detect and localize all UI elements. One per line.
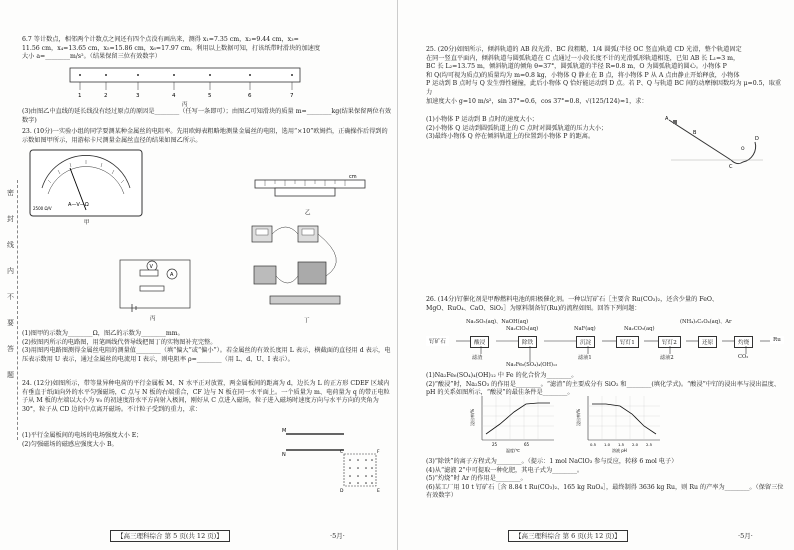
text-line: 加速度大小 g=10 m/s²，sin 37°=0.6，cos 37°=0.8，√(125/124)≈1，求： [426, 97, 648, 105]
q24-heading: 24. (12分)如图所示，带等量异种电荷的平行金属板 M、N 水平正对放置，两金属板间的距离为 d，边长为 L 的正方形 CDEF 区域内有垂直于纸面向外的水平匀强磁场，C 点与 N 板的右端重合，CF 边与 N 板在同一水平面上。一个质量为 m、电荷量为 q 的带正电粒子从 M 板的左端以大小为 v₀ 的初速度沿水平方向射入极间，刚好从 C 点进入磁场，粒子进入磁场时速度方向与水平方向的夹角为 30°，粒子从 CD 边的中点离开磁场。不计粒子受到的重力，求： [22, 380, 390, 413]
reagent-label: Na₂ClO₃(aq) [506, 326, 539, 332]
right-page [397, 0, 794, 550]
flow-step: 钌灯1 [616, 336, 639, 348]
graph-ylabel: 浸出率/% [576, 408, 581, 426]
reagent-label: NaF(aq) [574, 326, 596, 332]
figure-label: 丁 [304, 318, 310, 324]
q26-parts-3-6 [426, 458, 786, 501]
flow-step: 沉淀 [576, 336, 595, 348]
tape-number: 2 [104, 93, 108, 99]
tape-number: 4 [172, 93, 176, 99]
q22-part3: (3)由图乙中直线的延长线没有经过原点的原因是________（任写一条即可）；由图乙可知滑块的质量 m=________kg(结果保留两位有效数字) [22, 108, 392, 124]
graph-xlabel: 溶液 pH [612, 448, 627, 453]
binding-char: 密 [7, 189, 14, 197]
meter-center-label: A—V—Ω [68, 202, 89, 208]
binding-char: 要 [7, 319, 14, 327]
flow-step: 钌灯2 [658, 336, 681, 348]
q22-continuation [22, 36, 392, 62]
text-line: 25. (20分)如图所示，倾斜轨道的 AB 段光滑、BC 段粗糙，1/4 圆弧(半径 OC 竖直)轨道 CD 光滑，整个轨道固定 [426, 46, 742, 53]
figure-label: 乙 [305, 210, 311, 216]
graph-tick: 65 [524, 442, 530, 447]
q25-heading [426, 46, 786, 106]
byproduct-label: 滤渣 [472, 355, 483, 361]
svg-text:N: N [282, 452, 286, 458]
byproduct-label: CO₂ [738, 354, 749, 360]
svg-text:F: F [377, 450, 380, 455]
text-line: (1)小物体 P 运动到 B 点时的速度大小； [426, 116, 538, 123]
graph-tick: 2.0 [632, 442, 639, 447]
text-line: (3)最终小物体 Q 停在倾斜轨道上的位置到小物体 P 的距离。 [426, 133, 595, 141]
circuit-diagram [110, 252, 200, 322]
svg-text:O: O [741, 147, 745, 152]
q26-heading [426, 296, 786, 313]
text-line: (6)某工厂用 10 t 钌矿石［含 8.84 t Ru(CO₃)₂、165 kg RuO₄］，最终制得 3636 kg Ru，则 Ru 的产率为________。（保留三位有效数字） [426, 483, 784, 500]
page-number: 【高三理科综合 第 5 页(共 12 页)】 [110, 530, 230, 542]
reagent-label: Na₂CO₃(aq) [624, 326, 655, 332]
vernier-caliper-figure [245, 170, 375, 220]
graph-xlabel: 温度/℃ [506, 448, 520, 453]
binding-char: 不 [7, 293, 14, 301]
paper-tape-figure [60, 64, 360, 108]
binding-margin [4, 180, 18, 440]
text-line: (1)平行金属板间的电场的电场强度大小 E； [22, 432, 143, 439]
footer-date-left: ·5月· [330, 532, 345, 540]
text-line: (2)匀强磁场的磁感应强度大小 B。 [22, 440, 118, 448]
binding-char: 答 [7, 345, 14, 353]
figure-label: 丙 [150, 316, 156, 322]
ohmmeter-figure [28, 148, 148, 226]
graph-tick: 2.5 [646, 442, 653, 447]
meter-info: 2500 Ω/V [33, 206, 52, 211]
process-flowchart [426, 318, 786, 368]
svg-text:D: D [755, 136, 759, 142]
text-line: (3)“除铁”的离子方程式为________。（提示：1 mol NaClO₃ 参与反应，转移 6 mol 电子） [426, 458, 678, 465]
text-line: (1)Na₂Fe₆(SO₄)₄(OH)₁₂ 中 Fe 的化合价为________。 [426, 372, 578, 379]
binding-char: 线 [7, 241, 14, 249]
figure-label: 丙 [182, 102, 188, 108]
figure-label: 甲 [84, 220, 90, 226]
graph-tick: 0.5 [590, 442, 597, 447]
svg-text:V: V [149, 264, 153, 270]
incline-track-figure [663, 112, 773, 172]
text-line: (2)“酸浸”时，Na₂SO₃ 的作用是________。“滤渣”的主要成分有 SiO₂ 和________(填化学式)。“酸浸”中钌的浸出率与浸出温度、pH 的关系如图所示，“酸浸”的最佳条件是________。 [426, 380, 781, 397]
wiring-figure [240, 220, 380, 330]
svg-text:A: A [170, 272, 174, 278]
page-number: 【高三理科综合 第 6 页(共 12 页)】 [508, 530, 628, 542]
text-line: P 运动到 B 点时与 Q 发生弹性碰撞，此后小物体 Q 恰好能运动到 D 点。若 P、Q 与轨道 BC 间的动摩擦因数均为 μ=0.5，取重力 [426, 80, 782, 96]
svg-text:C: C [729, 164, 733, 170]
graph-tick: 1.0 [604, 442, 611, 447]
tape-number: 3 [136, 93, 140, 99]
text-line: MgO、RuO₄、CaO、SiO₂］为原料制备钌(Ru)的流程如图。回答下列问题： [426, 304, 641, 312]
footer-date-right: ·5月· [738, 532, 753, 540]
reagent-label: (NH₄)₂C₂O₄(aq)、Ar [680, 319, 732, 325]
text-line: 和 Q(均可视为质点)的质量均为 m=0.8 kg，小物体 Q 静止在 B 点，将小物体 P 从 A 点由静止开始释放，小物体 [426, 71, 740, 79]
leach-ph-graph [574, 392, 664, 454]
q23-heading: 23. (10分)一实验小组的同学要测某种金属丝的电阻率。先用欧姆表粗略地测量金属丝的电阻，选用“×10”欧姆挡，正确操作后得到的示数如图甲所示，用游标卡尺测量金属丝直径的结果如图乙所示。 [22, 128, 388, 144]
reagent-label: Na₂SO₃(aq)、NaOH(aq) [466, 319, 529, 325]
flow-step: 钌矿石 [426, 336, 449, 346]
footer-left [110, 531, 230, 540]
tape-number: 5 [208, 93, 212, 99]
flow-step: 灼烧 [734, 336, 753, 348]
tape-number: 1 [78, 93, 82, 99]
text-line: BC 长 L₂=13.75 m，倾斜轨道的倾角 θ=37°，圆弧轨道的半径 R=0.8 m，O 为圆弧轨道的圆心。小物体 P [426, 63, 727, 71]
binding-char: 封 [7, 215, 14, 223]
flow-arrows [426, 318, 786, 368]
svg-text:B: B [693, 130, 697, 136]
text-line: 在同一竖直平面内，倾斜轨道与圆弧轨道在 C 点通过一小段长度不计的光滑弧形轨道相连，已知 AB 长 L₁=3 m， [426, 54, 740, 62]
flow-step: 酸浸 [470, 336, 489, 348]
text-line: (1)图甲的示数为________Ω，图乙的示数为________mm。 [22, 330, 184, 337]
graph-ylabel: 浸出率/% [470, 408, 475, 426]
text-line: (2)小物体 Q 运动到圆弧轨道上的 C 点时对圆弧轨道的压力大小； [426, 124, 608, 132]
footer-right [508, 531, 628, 540]
byproduct-label: 滤液2 [660, 355, 674, 361]
text-line: (4)从“滤液 2”中可提取一种化肥，其电子式为________。 [426, 466, 584, 474]
text-line: (2)按图丙所示的电路图，用笔画线代替导线把图丁的实物图补充完整。 [22, 338, 217, 346]
plates-magnetic-field-figure [282, 422, 382, 508]
svg-text:D: D [340, 489, 344, 494]
byproduct-label: Na₂Fe₆(SO₄)₄(OH)₁₂ [506, 362, 558, 368]
flow-step: 还原 [698, 336, 717, 348]
q25-parts [426, 116, 666, 142]
caliper-unit: cm [349, 174, 357, 180]
binding-char: 题 [7, 371, 14, 379]
graph-tick: 25 [492, 442, 498, 447]
flow-step: Ru [770, 336, 784, 344]
text-line: (3)用图丙电路图测得金属丝电阻的测量值________（填“偏大”或“偏小”）。若金属丝的有效长度用 L 表示，横截面的直径用 d 表示，电压表示数用 U 表示，通过金属丝的电流用 I 表示，则电阻率 ρ=________（用 L、d、U、I 表示）。 [22, 347, 391, 363]
tape-number: 6 [248, 93, 252, 99]
q23-parts [22, 330, 392, 364]
svg-text:A: A [665, 116, 669, 122]
binding-char: 内 [7, 267, 14, 275]
flow-step: 除铁 [518, 336, 537, 348]
svg-text:C: C [340, 450, 344, 455]
svg-text:E: E [377, 489, 380, 494]
svg-text:M: M [282, 428, 287, 434]
text-line: (5)“灼烧”时 Ar 的作用是________。 [426, 475, 527, 483]
byproduct-label: 滤液1 [578, 355, 592, 361]
q24-parts [22, 432, 242, 449]
text-line: 大小 a=________m/s²。（结果保留三位有效数字） [22, 53, 161, 61]
leach-temperature-graph [468, 392, 558, 454]
text-line: 26. (14分)钌催化剂是甲醇燃料电池的阳极催化剂。一种以钌矿石［主要含 Ru(CO₃)₂，还含少量的 FeO、 [426, 296, 719, 303]
text-line: 11.56 cm，x₄=13.65 cm，x₅=15.86 cm，x₆=17.97 cm。利用以上数据可知，打该纸带时滑块的加速度 [22, 44, 321, 52]
text-line: 6.7 等计数点，相邻两个计数点之间还有四个点没有画出来，测得 x₁=7.35 cm，x₂=9.44 cm，x₃= [22, 36, 299, 43]
tape-number: 7 [290, 93, 294, 99]
graph-tick: 1.5 [618, 442, 625, 447]
